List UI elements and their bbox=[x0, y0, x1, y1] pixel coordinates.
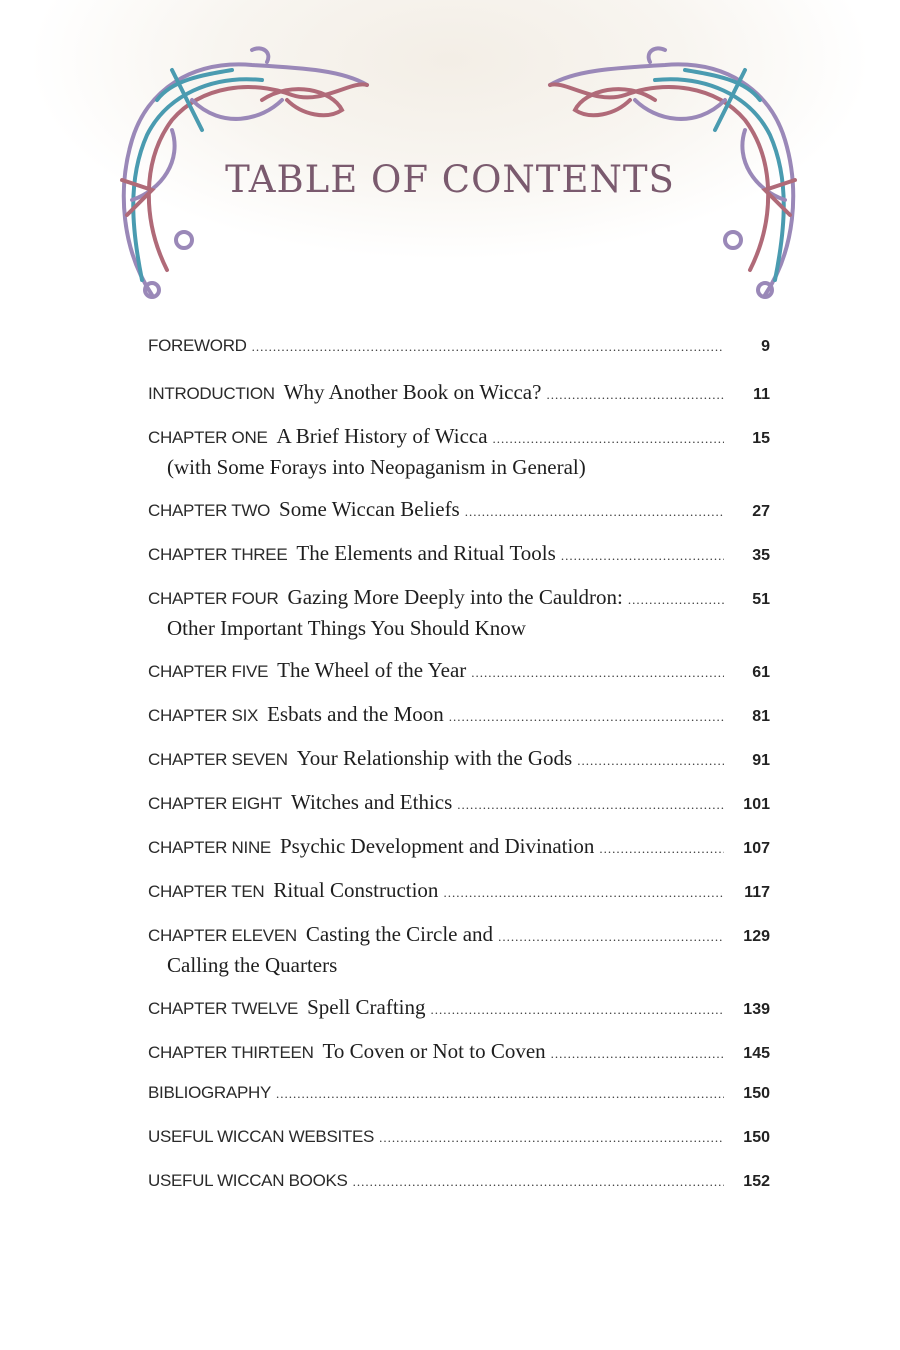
toc-entry-line bbox=[148, 922, 770, 951]
entry-label: CHAPTER TWELVE bbox=[148, 999, 299, 1018]
entry-title: To Coven or Not to Coven bbox=[322, 1039, 546, 1063]
page-number: 51 bbox=[752, 591, 770, 608]
page-number: 35 bbox=[752, 547, 770, 564]
entry-title-continuation: Other Important Things You Should Know bbox=[167, 616, 526, 640]
dot-leader bbox=[443, 885, 724, 901]
dot-leader bbox=[449, 709, 724, 725]
page-number: 11 bbox=[753, 386, 770, 403]
page-number: 101 bbox=[743, 796, 770, 813]
entry-title: The Elements and Ritual Tools bbox=[296, 541, 556, 565]
dot-leader bbox=[379, 1130, 724, 1146]
entry-label: CHAPTER FOUR bbox=[148, 589, 279, 608]
toc-entry-line bbox=[148, 380, 770, 409]
dot-leader bbox=[457, 797, 724, 813]
entry-label: CHAPTER NINE bbox=[148, 838, 271, 857]
toc-entry[interactable] bbox=[148, 1039, 770, 1083]
dot-leader bbox=[498, 929, 724, 945]
entry-label: CHAPTER THIRTEEN bbox=[148, 1043, 314, 1062]
dot-leader bbox=[551, 1046, 724, 1062]
page-number: 150 bbox=[743, 1085, 770, 1102]
entry-title-continuation: (with Some Forays into Neopaganism in General) bbox=[167, 455, 586, 479]
toc-entry[interactable] bbox=[148, 702, 770, 746]
toc-entry-line bbox=[148, 497, 770, 526]
page-number: 152 bbox=[743, 1173, 770, 1190]
toc-entry-line bbox=[148, 424, 770, 453]
entry-label: CHAPTER SEVEN bbox=[148, 750, 288, 769]
toc-entry-line bbox=[148, 995, 770, 1024]
toc-entry-line bbox=[148, 878, 770, 907]
toc-entry-line bbox=[148, 336, 770, 365]
toc-entry[interactable] bbox=[148, 922, 770, 995]
entry-title: Esbats and the Moon bbox=[267, 702, 444, 726]
dot-leader bbox=[252, 339, 724, 355]
page-number: 107 bbox=[743, 840, 770, 857]
entry-title: A Brief History of Wicca bbox=[276, 424, 488, 448]
toc-entry[interactable] bbox=[148, 1127, 770, 1171]
dot-leader bbox=[577, 753, 724, 769]
page-number: 117 bbox=[744, 884, 770, 901]
dot-leader bbox=[493, 431, 724, 447]
toc-entry[interactable] bbox=[148, 995, 770, 1039]
entry-label: CHAPTER TEN bbox=[148, 882, 265, 901]
toc-entry-line bbox=[148, 834, 770, 863]
page-number: 91 bbox=[752, 752, 770, 769]
toc-entry[interactable] bbox=[148, 1171, 770, 1215]
page-number: 81 bbox=[752, 708, 770, 725]
toc-entry[interactable] bbox=[148, 380, 770, 424]
entry-title: The Wheel of the Year bbox=[277, 658, 467, 682]
page-number: 150 bbox=[743, 1129, 770, 1146]
entry-label: INTRODUCTION bbox=[148, 384, 275, 403]
dot-leader bbox=[628, 592, 724, 608]
toc-entry-line bbox=[148, 1127, 770, 1156]
entry-label: BIBLIOGRAPHY bbox=[148, 1083, 271, 1102]
toc-entry-line bbox=[148, 790, 770, 819]
dot-leader bbox=[431, 1002, 725, 1018]
entry-label: USEFUL WICCAN WEBSITES bbox=[148, 1127, 375, 1146]
entry-title: Gazing More Deeply into the Cauldron: bbox=[287, 585, 623, 609]
dot-leader bbox=[546, 387, 724, 403]
entry-label: CHAPTER ELEVEN bbox=[148, 926, 297, 945]
entry-title: Ritual Construction bbox=[273, 878, 439, 902]
toc-entry-line bbox=[148, 746, 770, 775]
entry-title: Why Another Book on Wicca? bbox=[283, 380, 542, 404]
entry-label: CHAPTER FIVE bbox=[148, 662, 269, 681]
page-number: 61 bbox=[752, 664, 770, 681]
page-number: 145 bbox=[743, 1045, 770, 1062]
dot-leader bbox=[276, 1086, 724, 1102]
toc-entry[interactable] bbox=[148, 424, 770, 497]
toc-entry[interactable] bbox=[148, 541, 770, 585]
toc-entry-line bbox=[148, 658, 770, 687]
dot-leader bbox=[465, 504, 724, 520]
toc-entry[interactable] bbox=[148, 585, 770, 658]
dot-leader bbox=[471, 665, 724, 681]
entry-title: Casting the Circle and bbox=[305, 922, 494, 946]
toc-entry-line bbox=[148, 1083, 770, 1112]
dot-leader bbox=[353, 1174, 724, 1190]
entry-title: Witches and Ethics bbox=[291, 790, 453, 814]
toc-entry[interactable] bbox=[148, 878, 770, 922]
dot-leader bbox=[561, 548, 724, 564]
entry-title: Some Wiccan Beliefs bbox=[279, 497, 460, 521]
page-number: 129 bbox=[743, 928, 770, 945]
toc-entry[interactable] bbox=[148, 746, 770, 790]
entry-label: CHAPTER TWO bbox=[148, 501, 271, 520]
entry-title-continuation: Calling the Quarters bbox=[167, 953, 338, 977]
toc-entry-line bbox=[148, 1171, 770, 1200]
entry-label: CHAPTER THREE bbox=[148, 545, 288, 564]
page-number: 15 bbox=[752, 430, 770, 447]
toc-entry-line bbox=[148, 1039, 770, 1068]
toc-entry[interactable] bbox=[148, 336, 770, 380]
entry-title: Your Relationship with the Gods bbox=[296, 746, 573, 770]
entry-label: USEFUL WICCAN BOOKS bbox=[148, 1171, 348, 1190]
entry-label: CHAPTER SIX bbox=[148, 706, 259, 725]
entry-title: Psychic Development and Divination bbox=[279, 834, 595, 858]
toc-entry-line bbox=[148, 702, 770, 731]
toc-entry-line bbox=[148, 585, 770, 614]
entry-title: Spell Crafting bbox=[307, 995, 426, 1019]
entry-label: CHAPTER EIGHT bbox=[148, 794, 283, 813]
entry-label: FOREWORD bbox=[148, 336, 247, 355]
entry-label: CHAPTER ONE bbox=[148, 428, 268, 447]
page-number: 9 bbox=[761, 338, 770, 355]
toc-entry[interactable] bbox=[148, 497, 770, 541]
toc-entry-line bbox=[148, 541, 770, 570]
page-number: 139 bbox=[743, 1001, 770, 1018]
toc-entry[interactable] bbox=[148, 1083, 770, 1127]
toc-entry[interactable] bbox=[148, 834, 770, 878]
table-of-contents bbox=[148, 336, 770, 1215]
toc-entry[interactable] bbox=[148, 790, 770, 834]
page-title: TABLE OF CONTENTS bbox=[225, 158, 675, 201]
dot-leader bbox=[599, 841, 724, 857]
page-number: 27 bbox=[752, 503, 770, 520]
toc-entry[interactable] bbox=[148, 658, 770, 702]
